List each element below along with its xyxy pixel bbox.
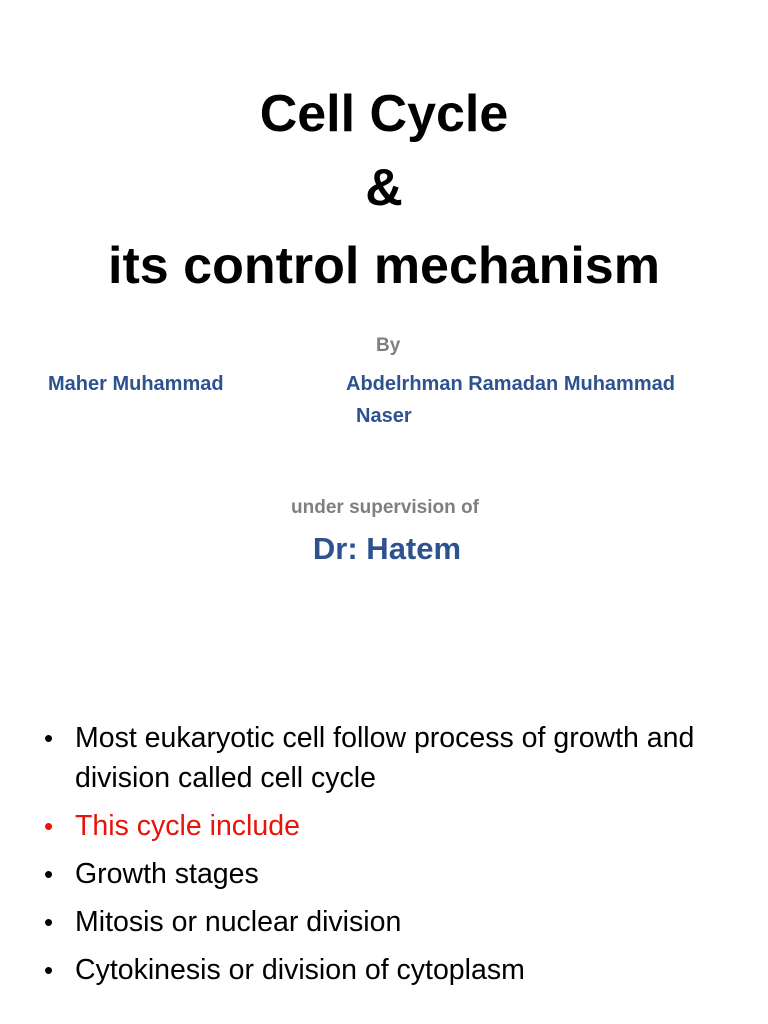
- author-second: Abdelrhman Ramadan Muhammad: [346, 373, 675, 395]
- bullet-item: [44, 718, 760, 798]
- author-first: Maher Muhammad: [48, 373, 224, 395]
- bullet-text: Cytokinesis or division of cytoplasm: [75, 954, 525, 986]
- title-line-1: Cell Cycle: [259, 85, 509, 143]
- byline: By: [376, 335, 401, 356]
- supervisor-name: Dr: Hatem: [312, 531, 462, 566]
- bullet-item: [44, 950, 760, 990]
- title-line-2: &: [365, 159, 403, 217]
- author-second-continued: Naser: [356, 405, 412, 427]
- bullet-dot-icon: •: [44, 723, 54, 753]
- bullet-text: This cycle include: [75, 810, 300, 842]
- bullet-dot-icon: •: [44, 955, 54, 985]
- bullet-text: Mitosis or nuclear division: [75, 906, 402, 938]
- bullet-item: [44, 902, 760, 942]
- bullet-item-highlight: [44, 806, 760, 846]
- bullet-text: Growth stages: [75, 858, 259, 890]
- bullet-dot-icon: •: [44, 907, 54, 937]
- supervision-label: under supervision of: [291, 497, 479, 518]
- bullet-text: Most eukaryotic cell follow process of growth and division called cell cycle: [75, 722, 695, 794]
- bullet-dot-icon: •: [44, 859, 54, 889]
- bullet-dot-icon: •: [44, 811, 54, 841]
- bullet-item: [44, 854, 760, 894]
- title-line-3: its control mechanism: [108, 237, 660, 295]
- bullet-list: [44, 718, 760, 998]
